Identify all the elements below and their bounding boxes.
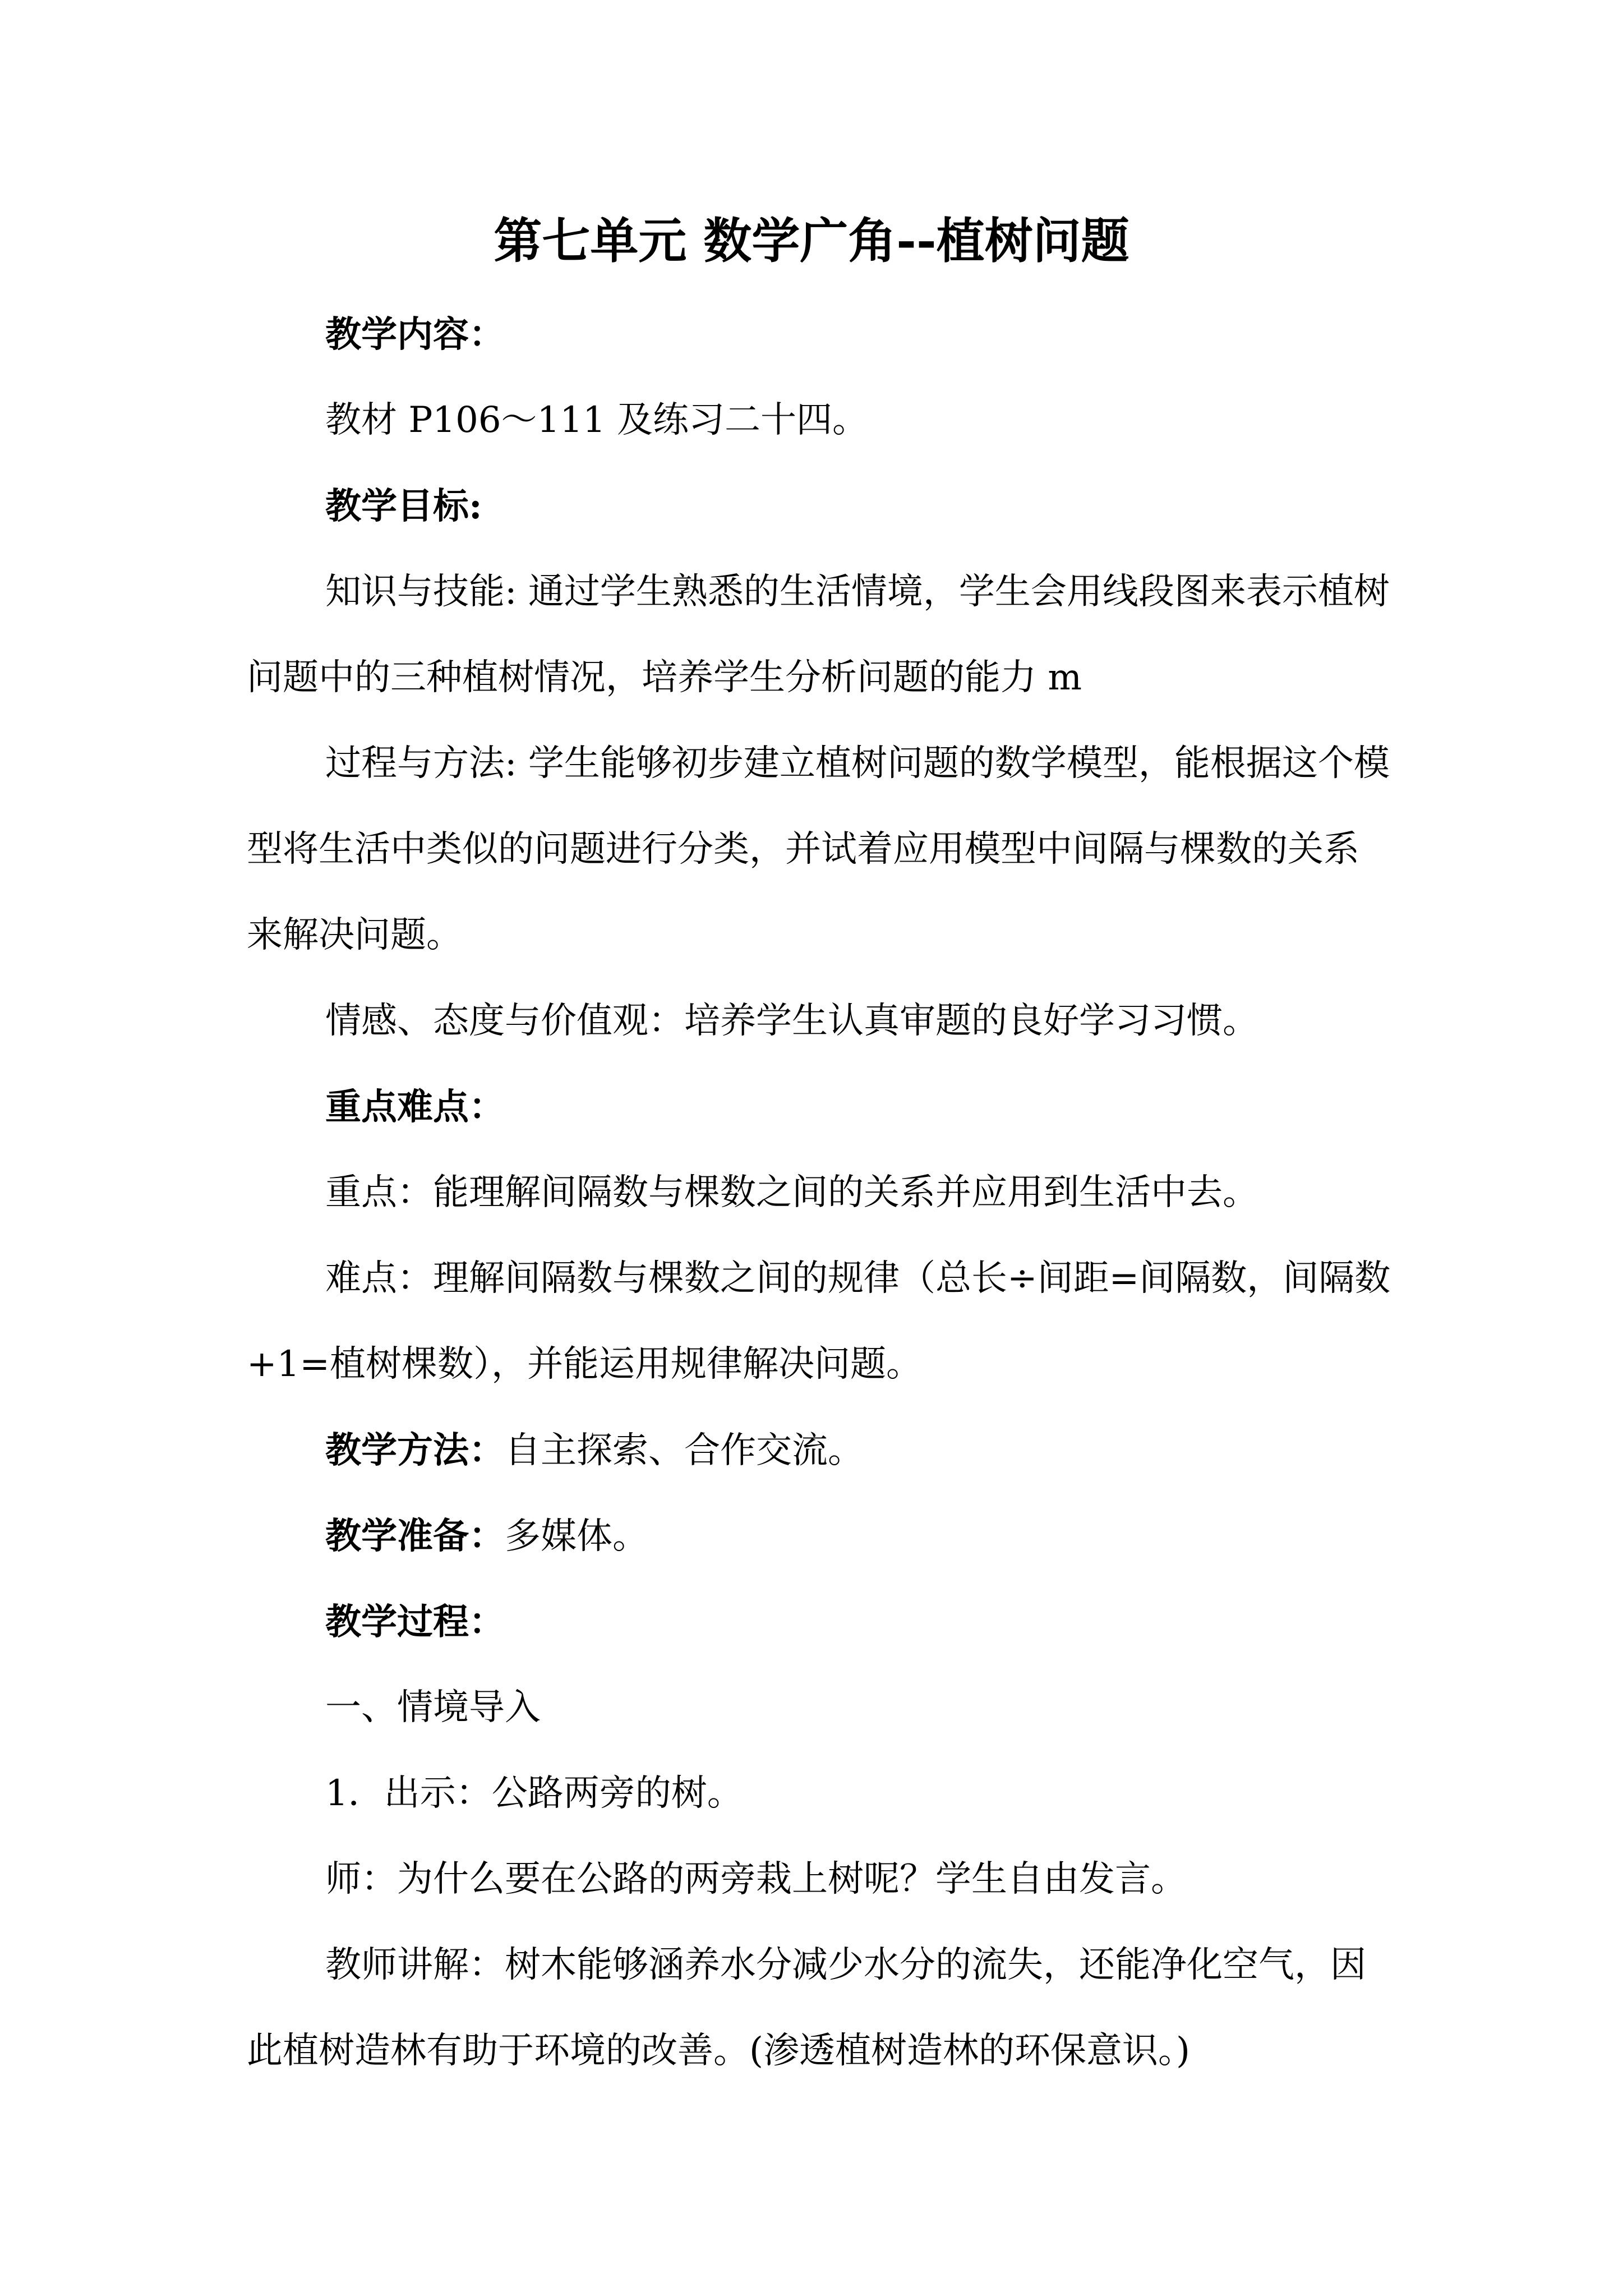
- method-text: 自主探索、合作交流。: [505, 1430, 864, 1471]
- prep-label: 教学准备：: [325, 1515, 505, 1557]
- step1-heading: 一、情境导入: [325, 1687, 541, 1728]
- keypoints-heading: 重点难点：: [325, 1086, 505, 1128]
- objectives-heading: 教学目标:: [325, 485, 482, 527]
- step1-item1: 1．出示：公路两旁的树。: [325, 1773, 743, 1814]
- prep-line: [247, 1493, 1391, 1580]
- objective-process: 过程与方法: 学生能够初步建立植树问题的数学模型，能根据这个模型将生活中类似的问题进行分类，并试着应用模型中间隔与棵数的关系来解决问题。: [247, 743, 1390, 956]
- keypoint-difficulty: 难点：理解间隔数与棵数之间的规律（总长÷间距=间隔数，间隔数+1=植树棵数），并能运用规律解决问题。: [247, 1258, 1391, 1385]
- content-text: 教材 P106～111 及练习二十四。: [325, 399, 869, 441]
- step1-teacher-question: 师：为什么要在公路的两旁栽上树呢？学生自由发言。: [325, 1858, 1187, 1900]
- objective-emotion: 情感、态度与价值观：培养学生认真审题的良好学习习惯。: [325, 1000, 1258, 1042]
- content-heading: 教学内容：: [325, 314, 505, 356]
- method-label: 教学方法：: [325, 1429, 505, 1471]
- objective-knowledge: 知识与技能: 通过学生熟悉的生活情境，学生会用线段图来表示植树问题中的三种植树情况，培养学生分析问题的能力 m: [247, 571, 1390, 698]
- prep-text: 多媒体。: [505, 1516, 648, 1557]
- method-line: [247, 1407, 1391, 1494]
- document-title: 第七单元 数学广角--植树问题: [494, 213, 1129, 269]
- keypoint-focus: 重点：能理解间隔数与棵数之间的关系并应用到生活中去。: [325, 1172, 1258, 1213]
- step1-teacher-explanation: 教师讲解：树木能够涵养水分减少水分的流失，还能净化空气，因此植树造林有助于环境的改善。(渗透植树造林的环保意识。): [247, 1944, 1366, 2072]
- process-heading: 教学过程：: [325, 1601, 505, 1643]
